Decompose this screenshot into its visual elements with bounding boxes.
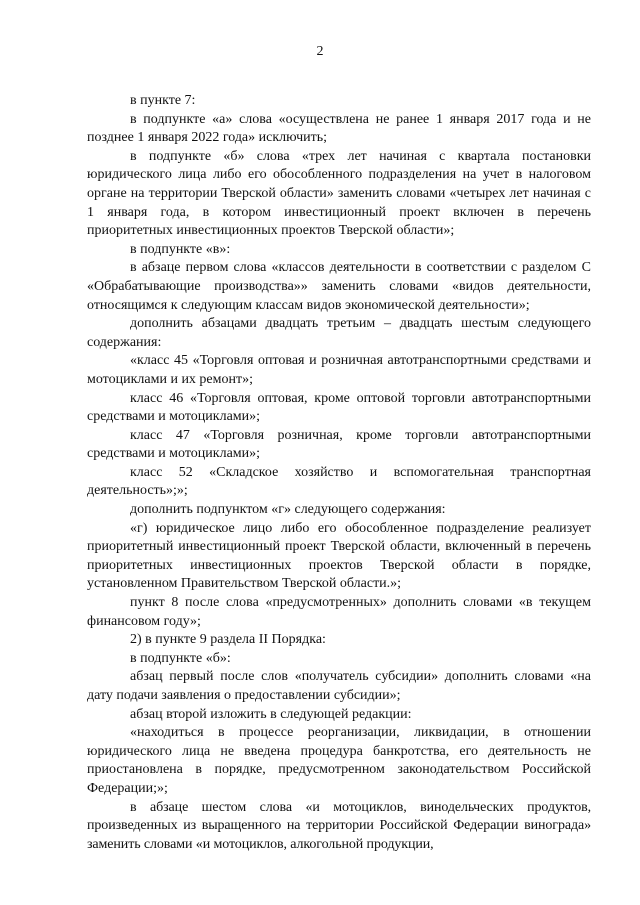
paragraph-first-abzac-change: в абзаце первом слова «классов деятельности в соответствии с разделом С «Обрабатывающие производства»» заменить словами «видов деятельности, относящимся к следующим классам видов экономической деятельности»; — [87, 260, 591, 313]
paragraph-subitem-a: в подпункте «а» слова «осуществлена не ранее 1 января 2017 года и не позднее 1 января 2022 года» исключить; — [87, 111, 591, 146]
paragraph-class-46: класс 46 «Торговля оптовая, кроме оптовой торговли автотранспортными средствами и мотоциклами»; — [87, 390, 591, 425]
paragraph-subitem-b-header: в подпункте «б»: — [130, 650, 231, 666]
paragraph-class-52: класс 52 «Складское хозяйство и вспомогательная транспортная деятельность»;»; — [87, 464, 591, 499]
paragraph-item-7-header: в пункте 7: — [130, 93, 196, 108]
paragraph-add-abzacs: дополнить абзацами двадцать третьим – двадцать шестым следующего содержания: — [87, 316, 591, 350]
paragraph-second-abzac-text: «находиться в процессе реорганизации, ликвидации, в отношении юридического лица не введена процедура банкротства, его деятельность не приостановлена в порядке, предусмотренном законодательством Российской Федерации;»; — [87, 725, 591, 796]
page-number: 2 — [316, 44, 324, 59]
document-body — [87, 92, 591, 854]
paragraph-subitem-v-header: в подпункте «в»: — [130, 241, 231, 257]
paragraph-sixth-abzac: в абзаце шестом слова «и мотоциклов, винодельческих продуктов, произведенных из выращенного на территории Российской Федерации винограда» заменить словами «и мотоциклов, алкогольной продукции, — [87, 799, 591, 852]
paragraph-subitem-g-text: «г) юридическое лицо либо его обособленное подразделение реализует приоритетный инвестиционный проект Тверской области, включенный в перечень приоритетных инвестиционных проектов Тверской области в порядке, установленном Правительством Тверской области.»; — [87, 520, 591, 592]
paragraph-subitem-b: в подпункте «б» слова «трех лет начиная с квартала постановки юридического лица либо его обособленного подразделения на учет в налоговом органе на территории Тверской области» заменить словами «четырех лет начиная с 1 января года, в котором инвестиционный проект включен в перечень приоритетных инвестиционных проектов Тверской области»; — [87, 148, 591, 239]
paragraph-item-8: пункт 8 после слова «предусмотренных» дополнить словами «в текущем финансовом году»; — [87, 595, 591, 629]
paragraph-item-9-header: 2) в пункте 9 раздела II Порядка: — [130, 632, 326, 648]
paragraph-add-subitem-g: дополнить подпунктом «г» следующего содержания: — [130, 502, 446, 518]
paragraph-second-abzac-header: абзац второй изложить в следующей редакции: — [130, 706, 412, 722]
paragraph-class-47: класс 47 «Торговля розничная, кроме торговли автотранспортными средствами и мотоциклами»; — [87, 427, 591, 462]
paragraph-class-45: «класс 45 «Торговля оптовая и розничная автотранспортными средствами и мотоциклами и их ремонт»; — [87, 353, 591, 387]
paragraph-first-abzac-add: абзац первый после слов «получатель субсидии» дополнить словами «на дату подачи заявления о предоставлении субсидии»; — [87, 669, 591, 703]
